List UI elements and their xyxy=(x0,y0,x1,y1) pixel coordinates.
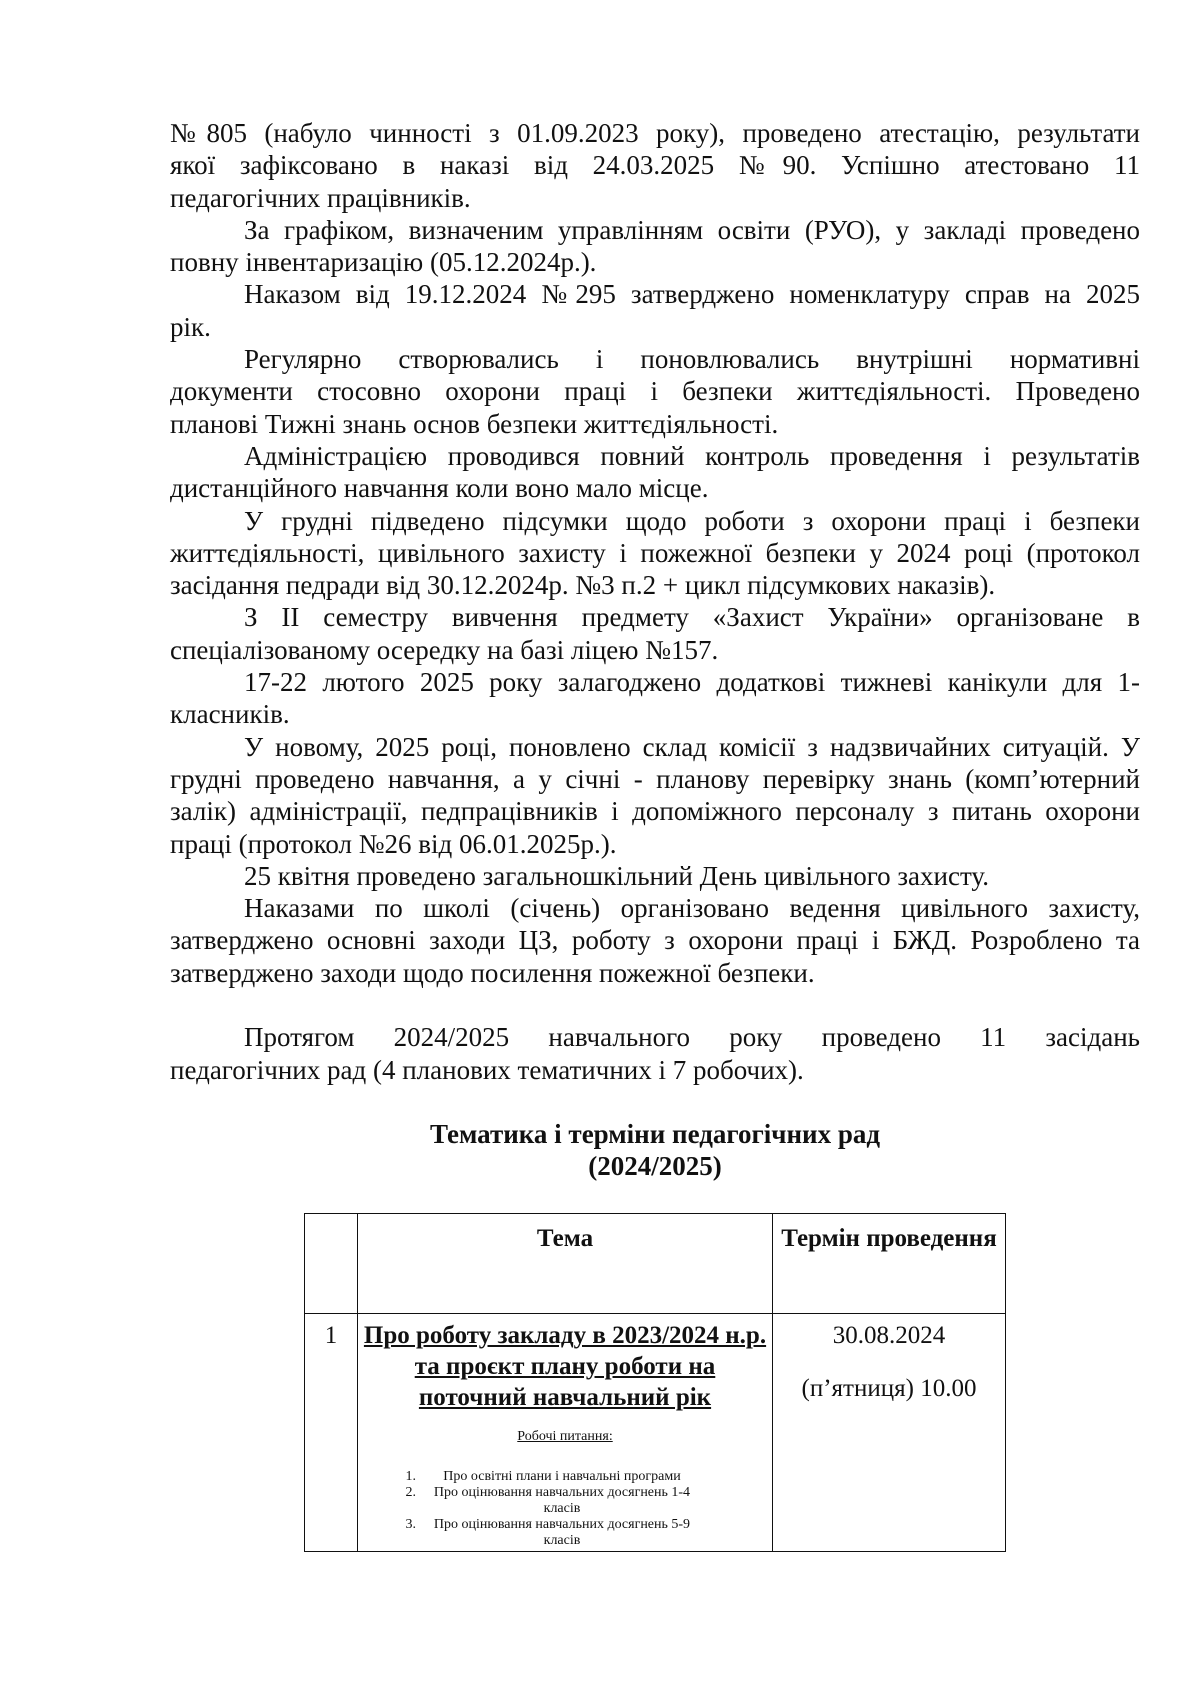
paragraph-line: педагогічних працівників. xyxy=(170,182,471,213)
item-number: 1. xyxy=(405,1469,416,1484)
working-questions-heading: Робочі питання: xyxy=(517,1429,613,1444)
row-date: 30.08.2024 xyxy=(832,1322,946,1349)
paragraph-line: У новому, 2025 році, поновлено склад комісії з надзвичайних ситуацій. У xyxy=(244,731,1140,762)
paragraph-line: У грудні підведено підсумки щодо роботи з охорони праці і безпеки xyxy=(244,505,1140,536)
paragraph-line: За графіком, визначеним управлінням освіти (РУО), у закладі проведено xyxy=(244,214,1140,245)
paragraph-line: рік. xyxy=(170,311,211,342)
paragraph-line: планові Тижні знань основ безпеки життєдіяльності. xyxy=(170,408,779,439)
paragraph-line: затверджено основні заходи ЦЗ, роботу з охорони праці і БЖД. Розроблено та xyxy=(170,925,1140,956)
paragraph-line: 17-22 лютого 2025 року залагоджено додаткові тижневі канікули для 1- xyxy=(244,667,1140,698)
paragraph-line: спеціалізованому осередку на базі ліцею №157. xyxy=(170,634,719,665)
paragraph-line: затверджено заходи щодо посилення пожежної безпеки. xyxy=(170,957,815,988)
row-topic: Про роботу закладу в 2023/2024 н.р. та проєкт плану роботи на поточний навчальний рік xyxy=(363,1322,767,1411)
paragraph-line: Протягом 2024/2025 навчального року проведено 11 засідань xyxy=(244,1022,1140,1053)
list-item xyxy=(358,1469,772,1485)
paragraph-line: праці (протокол №26 від 06.01.2025р.). xyxy=(170,828,617,859)
paragraph-line: повну інвентаризацію (05.12.2024р.). xyxy=(170,247,597,278)
item-text: Про оцінювання навчальних досягнень 5-9 класів xyxy=(433,1517,691,1548)
paragraph-line: засідання педради від 30.12.2024р. №3 п.2 + цикл підсумкових наказів). xyxy=(170,570,996,601)
item-number: 3. xyxy=(405,1517,416,1532)
table-title-line: Тематика і терміни педагогічних рад xyxy=(429,1119,880,1149)
paragraph-line: Адміністрацією проводився повний контроль проведення і результатів xyxy=(244,440,1140,471)
row-time: (п’ятниця) 10.00 xyxy=(801,1375,977,1402)
table-row xyxy=(305,1314,1006,1552)
paragraph-line: №805 (набуло чинності з 01.09.2023 року), проведено атестацію, результати xyxy=(170,118,1140,148)
pedagogical-councils-table xyxy=(304,1213,1006,1552)
header-date: Термін проведення xyxy=(773,1214,1006,1314)
blank-line xyxy=(170,989,1140,1021)
document-body xyxy=(170,117,1140,1086)
paragraph-line: класників. xyxy=(170,699,290,730)
row-date-cell xyxy=(773,1314,1006,1552)
paragraph-line: Наказом від 19.12.2024 №295 затверджено номенклатуру справ на 2025 xyxy=(244,279,1140,310)
paragraph-line: грудні проведено навчання, а у січні - планову перевірку знань (комп’ютерний xyxy=(170,763,1140,794)
paragraph-line: документи стосовно охорони праці і безпеки життєдіяльності. Проведено xyxy=(170,376,1140,407)
header-number xyxy=(305,1214,358,1314)
table-header-row xyxy=(305,1214,1006,1314)
table-title-years: (2024/2025) xyxy=(588,1151,722,1181)
paragraph-line: Регулярно створювались і поновлювались внутрішні нормативні xyxy=(244,344,1140,375)
item-text: Про освітні плани і навчальні програми xyxy=(443,1469,681,1484)
row-number: 1 xyxy=(305,1314,358,1552)
paragraph-line: З ІІ семестру вивчення предмету «Захист України» організоване в xyxy=(244,602,1140,633)
paragraph-line: якої зафіксовано в наказі від 24.03.2025 №90. Успішно атестовано 11 xyxy=(170,150,1140,181)
table-title xyxy=(305,1118,1005,1182)
header-topic: Тема xyxy=(358,1214,773,1314)
item-number: 2. xyxy=(405,1485,416,1500)
list-item xyxy=(358,1485,772,1517)
paragraph-line: залік) адміністрації, педпрацівників і допоміжного персоналу з питань охорони xyxy=(170,796,1140,827)
paragraph-line: 25 квітня проведено загальношкільний День цивільного захисту. xyxy=(244,860,989,891)
paragraph-line: Наказами по школі (січень) організовано ведення цивільного захисту, xyxy=(244,893,1140,924)
paragraph-line: педагогічних рад (4 планових тематичних і 7 робочих). xyxy=(170,1054,804,1085)
paragraph-line: життєдіяльності, цивільного захисту і пожежної безпеки у 2024 році (протокол xyxy=(170,537,1140,568)
item-text: Про оцінювання навчальних досягнень 1-4 класів xyxy=(433,1485,691,1516)
list-item xyxy=(358,1517,772,1549)
row-topic-cell xyxy=(358,1314,773,1552)
working-questions-list xyxy=(358,1469,772,1549)
paragraph-line: дистанційного навчання коли воно мало місце. xyxy=(170,473,709,504)
